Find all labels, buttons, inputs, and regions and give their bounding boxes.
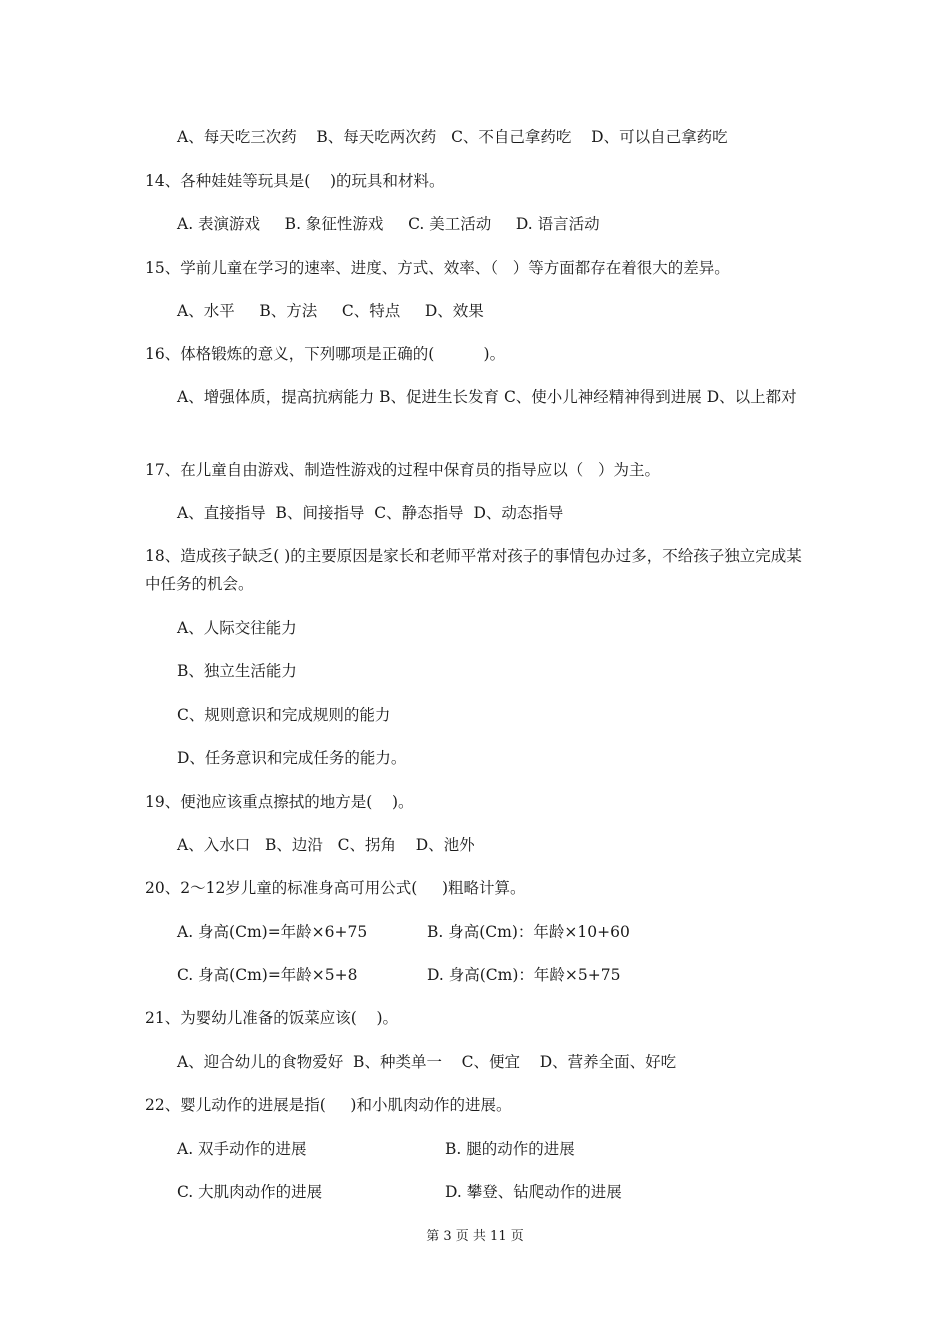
q18-option-b: B、独立生活能力 — [177, 662, 297, 680]
q20-option-a: A. 身高(Cm)=年龄×6+75 — [177, 923, 368, 941]
question-16: 16、体格锻炼的意义，下列哪项是正确的( )。 — [145, 345, 506, 363]
question-19: 19、便池应该重点擦拭的地方是( )。 — [145, 793, 414, 811]
q17-options: A、直接指导 B、间接指导 C、静态指导 D、动态指导 — [177, 504, 564, 522]
q19-options: A、入水口 B、边沿 C、拐角 D、池外 — [177, 836, 475, 854]
q22-option-a: A. 双手动作的进展 — [177, 1140, 307, 1158]
question-22: 22、婴儿动作的进展是指( )和小肌肉动作的进展。 — [145, 1096, 512, 1114]
q20-option-b: B. 身高(Cm)：年龄×10+60 — [427, 923, 630, 941]
q22-option-c: C. 大肌肉动作的进展 — [177, 1183, 323, 1201]
q18-option-c: C、规则意识和完成规则的能力 — [177, 706, 391, 724]
question-17: 17、在儿童自由游戏、制造性游戏的过程中保育员的指导应以（ ）为主。 — [145, 461, 661, 479]
question-21: 21、为婴幼儿准备的饭菜应该( )。 — [145, 1009, 399, 1027]
question-15: 15、学前儿童在学习的速率、进度、方式、效率、（ ）等方面都存在着很大的差异。 — [145, 259, 730, 277]
q18-option-d: D、任务意识和完成任务的能力。 — [177, 749, 407, 767]
q14-options: A. 表演游戏 B. 象征性游戏 C. 美工活动 D. 语言活动 — [177, 215, 600, 233]
q21-options: A、迎合幼儿的食物爱好 B、种类单一 C、便宜 D、营养全面、好吃 — [177, 1053, 677, 1071]
q22-option-d: D. 攀登、钻爬动作的进展 — [445, 1183, 622, 1201]
q15-options: A、水平 B、方法 C、特点 D、效果 — [177, 302, 484, 320]
page-number-footer: 第 3 页 共 11 页 — [426, 1229, 524, 1244]
q22-option-b: B. 腿的动作的进展 — [445, 1140, 575, 1158]
q18-option-a: A、人际交往能力 — [177, 619, 297, 637]
q16-options: A、增强体质，提高抗病能力 B、促进生长发育 C、使小儿神经精神得到进展 D、以上都对 — [177, 388, 797, 406]
q20-option-d: D. 身高(Cm)：年龄×5+75 — [427, 966, 621, 984]
question-20: 20、2～12岁儿童的标准身高可用公式( )粗略计算。 — [145, 879, 526, 897]
question-18: 18、造成孩子缺乏( )的主要原因是家长和老师平常对孩子的事情包办过多，不给孩子独立完成某中任务的机会。 — [145, 547, 802, 593]
question-14: 14、各种娃娃等玩具是( )的玩具和材料。 — [145, 172, 445, 190]
q13-options: A、每天吃三次药 B、每天吃两次药 C、不自己拿药吃 D、可以自己拿药吃 — [177, 128, 728, 146]
q20-option-c: C. 身高(Cm)=年龄×5+8 — [177, 966, 358, 984]
